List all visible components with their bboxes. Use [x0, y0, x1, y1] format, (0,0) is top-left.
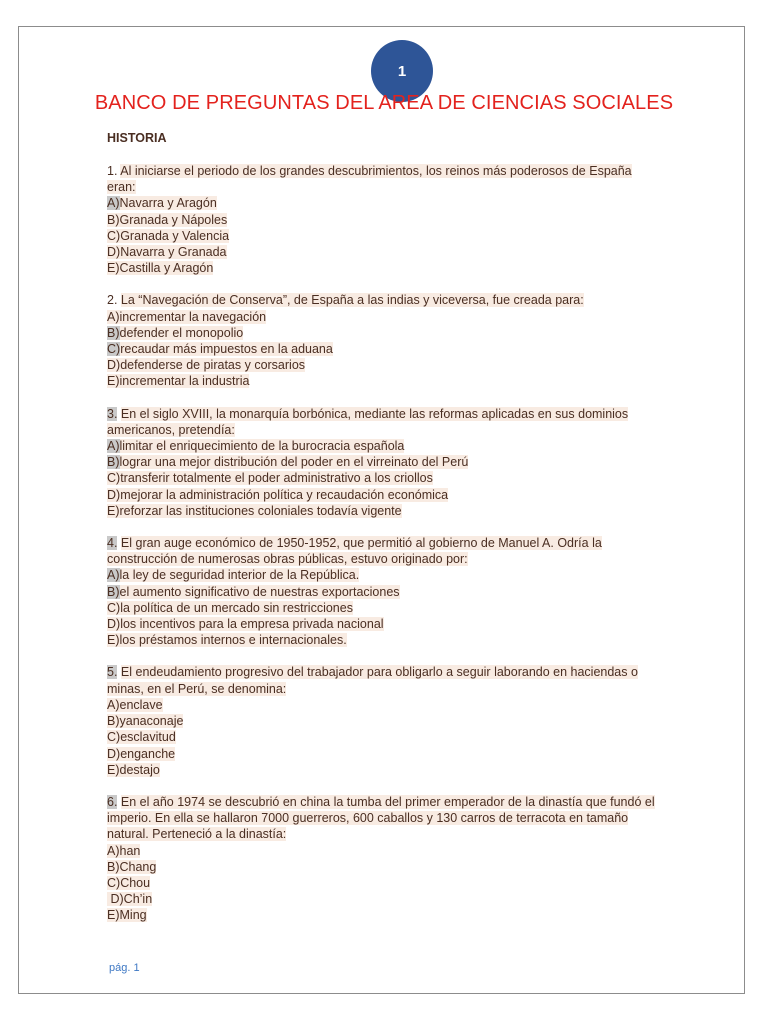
- option-letter: E): [107, 374, 120, 389]
- option-text: mejorar la administración política y recaudación económica: [120, 487, 449, 502]
- option-text: Chang: [119, 859, 157, 874]
- option-text: Navarra y Granada: [120, 245, 227, 260]
- answer-option: [107, 325, 667, 341]
- option-text: defender el monopolio: [119, 325, 244, 340]
- answer-option: [107, 454, 667, 470]
- answer-option: [107, 195, 667, 211]
- answer-option: [107, 341, 667, 357]
- option-letter: E): [107, 908, 120, 923]
- option-letter: A): [107, 568, 120, 583]
- question-text: imperio. En ella se hallaron 7000 guerreros, 600 caballos y 130 carros de terracota en tamaño: [107, 811, 629, 826]
- answer-option: [107, 567, 667, 583]
- option-letter: E): [107, 503, 120, 518]
- question-text: natural. Perteneció a la dinastía:: [107, 827, 287, 842]
- option-letter: D): [107, 245, 121, 260]
- answer-option: [107, 729, 667, 745]
- question-number: 4.: [107, 536, 118, 551]
- option-text: transferir totalmente el poder administrativo a los criollos: [120, 471, 433, 486]
- option-text: reforzar las instituciones coloniales todavía vigente: [119, 503, 402, 518]
- option-letter: A): [107, 843, 120, 858]
- option-text: Granada y Valencia: [120, 228, 230, 243]
- option-text: recaudar más impuestos en la aduana: [120, 342, 333, 357]
- option-letter: B): [107, 714, 120, 729]
- answer-option: [107, 907, 667, 923]
- question-block: [107, 664, 667, 777]
- option-letter: C): [107, 600, 121, 615]
- question-block: [107, 292, 667, 389]
- answer-option: [107, 584, 667, 600]
- document-title: BANCO DE PREGUNTAS DEL AREA DE CIENCIAS SOCIALES: [94, 92, 674, 114]
- question-block: [107, 406, 667, 519]
- option-letter: B): [107, 455, 120, 470]
- option-text: Navarra y Aragón: [119, 196, 217, 211]
- option-text: los préstamos internos e internacionales.: [119, 633, 347, 648]
- question-text: minas, en el Perú, se denomina:: [107, 681, 287, 696]
- footer-page-number: pág. 1: [109, 962, 140, 974]
- option-letter: B): [107, 584, 120, 599]
- answer-option: [107, 713, 667, 729]
- option-text: han: [119, 843, 141, 858]
- answer-option: [107, 600, 667, 616]
- option-letter: A): [107, 309, 120, 324]
- answer-option: [107, 632, 667, 648]
- answer-option: [107, 487, 667, 503]
- question-text: construcción de numerosas obras públicas, estuvo originado por:: [107, 552, 468, 567]
- answer-option: [107, 843, 667, 859]
- answer-option: [107, 373, 667, 389]
- answer-option: [107, 357, 667, 373]
- answer-option: [107, 309, 667, 325]
- question-number: 2.: [107, 293, 118, 308]
- option-letter: B): [107, 859, 120, 874]
- option-letter: E): [107, 261, 120, 276]
- option-text: yanaconaje: [119, 714, 184, 729]
- option-letter: A): [107, 196, 120, 211]
- option-text: incrementar la industria: [119, 374, 250, 389]
- answer-option: [107, 244, 667, 260]
- option-text: defenderse de piratas y corsarios: [120, 358, 306, 373]
- question-stem-line: [107, 179, 667, 195]
- option-text: la política de un mercado sin restricciones: [120, 600, 353, 615]
- option-text: esclavitud: [120, 730, 176, 745]
- option-letter: D): [107, 746, 121, 761]
- option-letter: C): [107, 342, 121, 357]
- option-letter: D): [107, 892, 124, 907]
- question-stem-line: [107, 535, 667, 551]
- answer-option: [107, 875, 667, 891]
- answer-option: [107, 228, 667, 244]
- question-text: El endeudamiento progresivo del trabajador para obligarlo a seguir laborando en haciendas o: [120, 665, 638, 680]
- question-stem-line: [107, 422, 667, 438]
- option-letter: D): [107, 487, 121, 502]
- question-stem-line: [107, 794, 667, 810]
- option-text: destajo: [119, 762, 160, 777]
- answer-option: [107, 746, 667, 762]
- question-text: El gran auge económico de 1950-1952, que permitió al gobierno de Manuel A. Odría la: [120, 536, 602, 551]
- answer-option: [107, 212, 667, 228]
- question-text: Al iniciarse el periodo de los grandes descubrimientos, los reinos más poderosos de España: [120, 164, 632, 178]
- question-text: En el año 1974 se descubrió en china la tumba del primer emperador de la dinastía que fundó el: [120, 794, 655, 809]
- question-list: [107, 163, 667, 940]
- page-number-badge: 1: [371, 40, 433, 102]
- question-stem-line: [107, 810, 667, 826]
- option-text: Chou: [120, 875, 151, 890]
- question-block: [107, 535, 667, 648]
- option-letter: A): [107, 439, 120, 454]
- answer-option: [107, 503, 667, 519]
- question-stem-line: [107, 826, 667, 842]
- answer-option: [107, 616, 667, 632]
- option-text: incrementar la navegación: [119, 309, 267, 324]
- question-block: [107, 163, 667, 276]
- option-text: la ley de seguridad interior de la República.: [119, 568, 360, 583]
- option-text: Ming: [119, 908, 147, 923]
- question-text: americanos, pretendía:: [107, 422, 235, 437]
- answer-option: [107, 260, 667, 276]
- option-letter: D): [107, 617, 121, 632]
- option-letter: C): [107, 228, 121, 243]
- answer-option: [107, 697, 667, 713]
- option-letter: C): [107, 471, 121, 486]
- question-text: En el siglo XVIII, la monarquía borbónica, mediante las reformas aplicadas en sus dominios: [120, 406, 629, 421]
- answer-option: [107, 891, 667, 907]
- option-text: Ch’in: [123, 892, 153, 907]
- question-stem-line: [107, 681, 667, 697]
- option-text: enclave: [119, 697, 163, 712]
- option-text: enganche: [120, 746, 176, 761]
- question-stem-line: [107, 292, 667, 308]
- option-letter: E): [107, 762, 120, 777]
- section-heading: HISTORIA: [107, 131, 167, 145]
- question-stem-line: [107, 406, 667, 422]
- answer-option: [107, 470, 667, 486]
- question-number: 1.: [107, 164, 118, 178]
- answer-option: [107, 438, 667, 454]
- option-letter: A): [107, 697, 120, 712]
- option-letter: B): [107, 212, 120, 227]
- answer-option: [107, 859, 667, 875]
- option-letter: C): [107, 730, 121, 745]
- option-letter: B): [107, 325, 120, 340]
- option-letter: D): [107, 358, 121, 373]
- option-text: lograr una mejor distribución del poder en el virreinato del Perú: [119, 455, 469, 470]
- option-text: limitar el enriquecimiento de la burocracia española: [119, 439, 405, 454]
- option-text: Castilla y Aragón: [119, 261, 214, 276]
- question-text: La “Navegación de Conserva”, de España a las indias y viceversa, fue creada para:: [120, 293, 584, 308]
- option-text: el aumento significativo de nuestras exportaciones: [119, 584, 400, 599]
- question-stem-line: [107, 163, 667, 179]
- option-letter: E): [107, 633, 120, 648]
- question-stem-line: [107, 664, 667, 680]
- answer-option: [107, 762, 667, 778]
- question-number: 5.: [107, 665, 118, 680]
- question-text: eran:: [107, 180, 136, 195]
- question-stem-line: [107, 551, 667, 567]
- question-number: 6.: [107, 794, 118, 809]
- question-block: [107, 794, 667, 924]
- option-text: los incentivos para la empresa privada nacional: [120, 617, 384, 632]
- question-number: 3.: [107, 406, 118, 421]
- option-text: Granada y Nápoles: [119, 212, 228, 227]
- option-letter: C): [107, 875, 121, 890]
